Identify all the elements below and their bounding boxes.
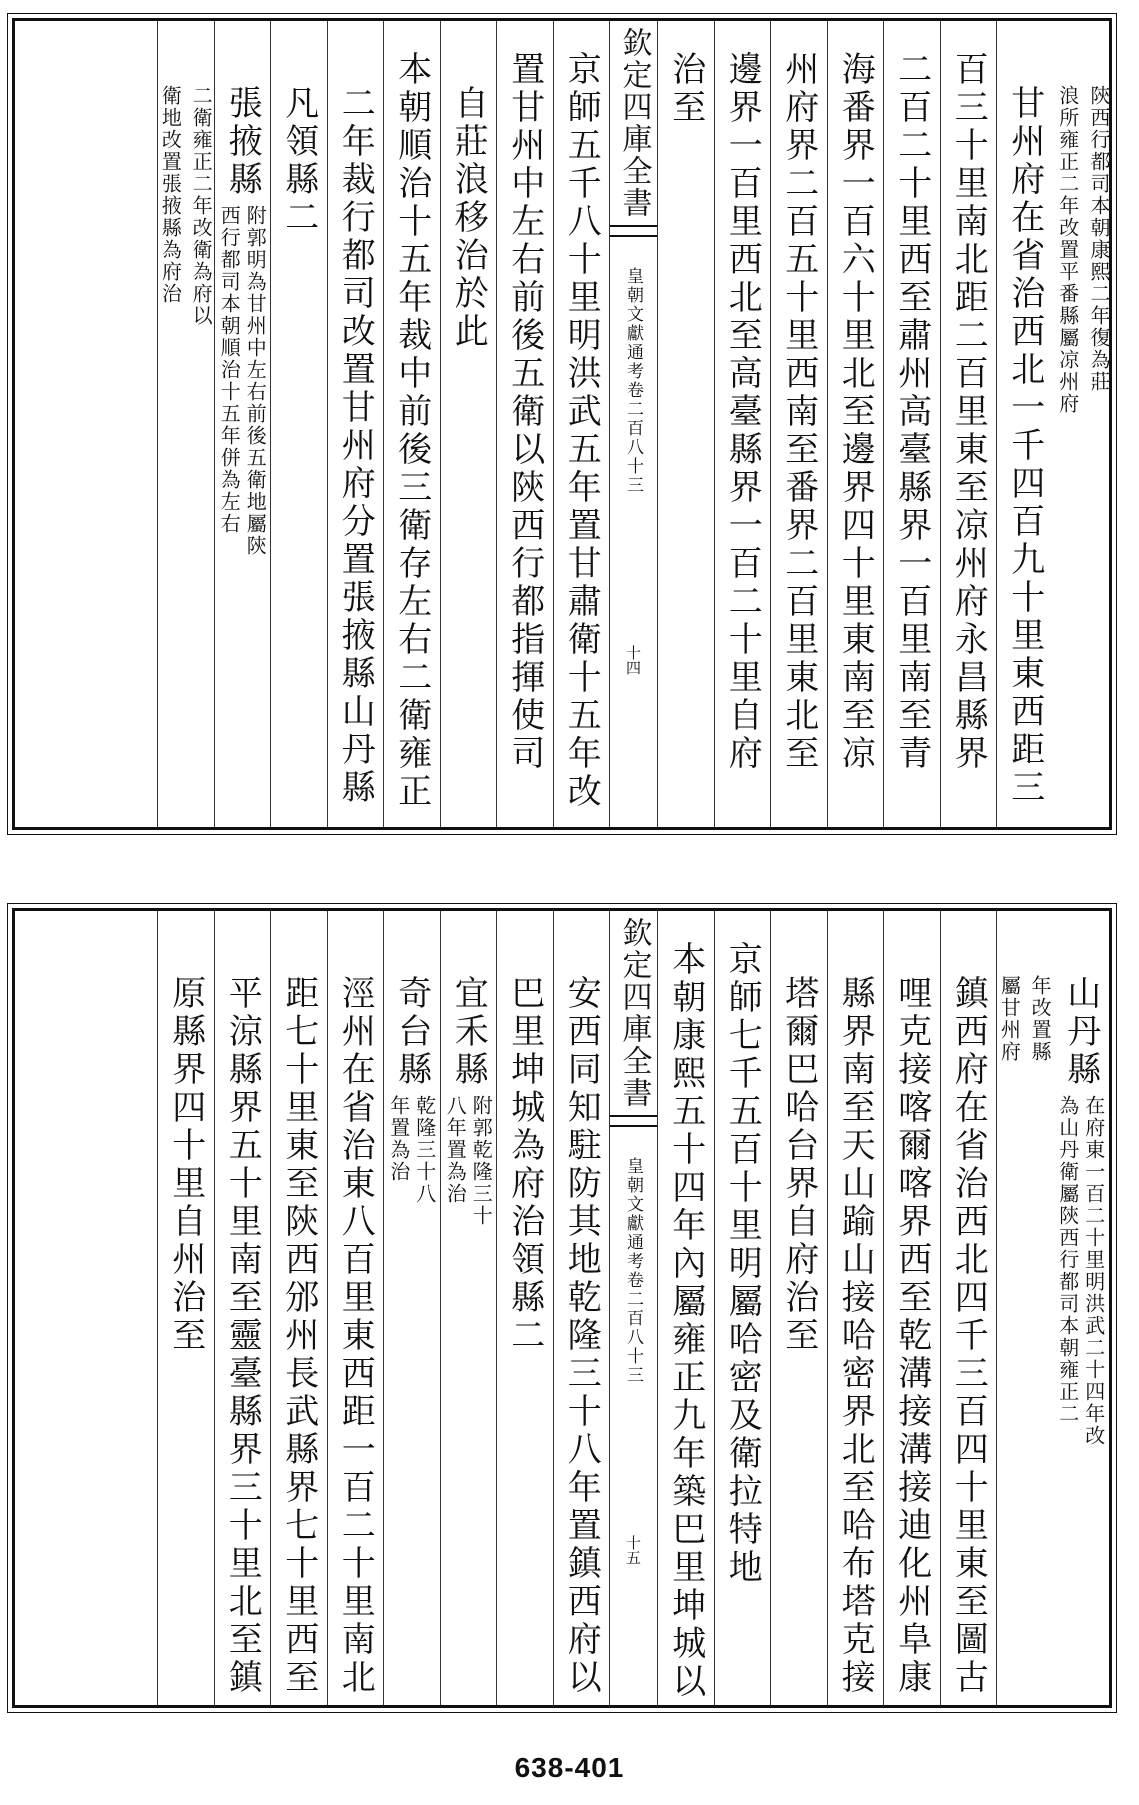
book-title: 欽定四庫全書 bbox=[616, 917, 652, 1109]
text-column bbox=[1053, 21, 1110, 827]
column-text: 百三十里南北距二百里東至凉州府永昌縣界 bbox=[948, 51, 989, 773]
county-name: 宜禾縣 bbox=[448, 975, 489, 1089]
annotation-line: 年改置縣 bbox=[1028, 975, 1053, 1063]
text-column bbox=[327, 21, 384, 827]
column-text: 平涼縣界五十里南至靈臺縣界三十里北至鎮 bbox=[222, 975, 263, 1697]
text-column bbox=[827, 21, 884, 827]
text-column bbox=[883, 21, 940, 827]
leaf-number: 十五 bbox=[624, 1535, 642, 1565]
annotation-line: 乾隆三十八 bbox=[412, 1095, 437, 1205]
text-column bbox=[714, 911, 771, 1705]
text-column bbox=[270, 911, 327, 1705]
text-column bbox=[157, 911, 214, 1705]
column-text: 置甘州中左右前後五衛以陝西行都指揮使司 bbox=[504, 51, 545, 773]
annotation-pair bbox=[1053, 51, 1110, 415]
fishtail-divider bbox=[610, 1115, 657, 1127]
lower-page-columns bbox=[15, 911, 1109, 1705]
column-text: 鎮西府在省治西北四千三百四十里東至圖古 bbox=[948, 975, 989, 1697]
column-text: 邊界一百里西北至高臺縣界一百二十里自府 bbox=[722, 51, 763, 773]
column-text: 甘州府在省治西北一千四百九十里東西距三 bbox=[1004, 85, 1045, 807]
column-text: 京師五千八十里明洪武五年置甘肅衛十五年改 bbox=[561, 51, 602, 811]
text-column bbox=[383, 911, 440, 1705]
column-text: 本朝順治十五年裁中前後三衛存左右二衛雍正 bbox=[391, 51, 432, 811]
annotation-line: 本朝康熙二年復為莊 bbox=[1087, 195, 1111, 393]
column-text: 原縣界四十里自州治至 bbox=[165, 975, 206, 1355]
county-name: 山丹縣 bbox=[1060, 975, 1101, 1089]
text-column bbox=[940, 21, 997, 827]
text-column bbox=[496, 21, 553, 827]
annotation-pair bbox=[997, 941, 1053, 1063]
column-text: 二百二十里西至肅州高臺縣界一百里南至青 bbox=[891, 51, 932, 773]
center-fold-strip bbox=[609, 911, 657, 1705]
annotation-line: 西行都司本朝順治十五年併為左右 bbox=[217, 205, 242, 535]
column-text: 巴里坤城為府治領縣二 bbox=[504, 975, 545, 1355]
column-text: 距七十里東至陝西邠州長武縣界七十里西至 bbox=[278, 975, 319, 1697]
volume-info: 皇朝文獻通考卷二百八十三 bbox=[623, 1157, 643, 1385]
column-text: 哩克接喀爾喀界西至乾溝接溝接迪化州阜康 bbox=[891, 975, 932, 1697]
annotation-pair bbox=[1055, 1095, 1106, 1447]
annotation-line: 附郭乾隆三十 bbox=[469, 1095, 494, 1227]
annotation-line: 陝西行都司 bbox=[1087, 85, 1111, 195]
column-text: 自莊浪移治於此 bbox=[448, 85, 489, 351]
lower-page bbox=[12, 908, 1112, 1708]
annotation-line: 在府東一百二十里明洪武二十四年改 bbox=[1081, 1095, 1106, 1447]
text-column bbox=[996, 911, 1053, 1705]
column-text: 京師七千五百十里明屬哈密及衛拉特地 bbox=[722, 941, 763, 1587]
column-text: 治至 bbox=[665, 51, 706, 127]
column-text: 海番界一百六十里北至邊界四十里東南至凉 bbox=[835, 51, 876, 773]
page-footer-number: 638-401 bbox=[514, 1752, 625, 1783]
annotation-line: 附郭明為甘州中左右前後五衛地屬陝 bbox=[243, 205, 268, 557]
column-text: 州府界二百五十里西南至番界二百里東北至 bbox=[778, 51, 819, 773]
fishtail-divider bbox=[610, 225, 657, 237]
text-column bbox=[214, 911, 271, 1705]
annotation-pair bbox=[443, 1095, 494, 1227]
column-text: 本朝康熙五十四年內屬雍正九年築巴里坤城以 bbox=[665, 941, 706, 1701]
county-name: 張掖縣 bbox=[222, 85, 263, 199]
annotation-line: 浪所雍正二年改置平番縣屬凉州府 bbox=[1055, 85, 1080, 415]
text-column bbox=[270, 21, 327, 827]
text-column bbox=[940, 911, 997, 1705]
text-column bbox=[440, 911, 497, 1705]
text-column bbox=[327, 911, 384, 1705]
annotation-line: 屬甘州府 bbox=[997, 975, 1022, 1063]
leaf-number: 十四 bbox=[624, 645, 642, 675]
text-column bbox=[657, 911, 714, 1705]
annotation-line: 二衛雍正二年改衛為府以 bbox=[189, 85, 214, 327]
text-column bbox=[553, 911, 610, 1705]
annotation-line: 衛地改置張掖縣為府治 bbox=[158, 85, 183, 305]
column-text: 二年裁行都司改置甘州府分置張掖縣山丹縣 bbox=[335, 85, 376, 807]
book-title: 欽定四庫全書 bbox=[616, 27, 652, 219]
text-column bbox=[657, 21, 714, 827]
text-column bbox=[157, 21, 214, 827]
annotation-line: 年置為治 bbox=[386, 1095, 411, 1183]
annotation-pair bbox=[158, 51, 214, 327]
volume-info: 皇朝文獻通考卷二百八十三 bbox=[623, 267, 643, 495]
text-column bbox=[996, 21, 1053, 827]
column-text: 縣界南至天山踰山接哈密界北至哈布塔克接 bbox=[835, 975, 876, 1697]
upper-page bbox=[12, 18, 1112, 830]
annotation-line: 為山丹衛屬陝西行都司本朝雍正二 bbox=[1055, 1095, 1080, 1425]
text-column bbox=[770, 21, 827, 827]
column-text: 塔爾巴哈台界自府治至 bbox=[778, 975, 819, 1355]
column-text: 安西同知駐防其地乾隆三十八年置鎮西府以 bbox=[561, 975, 602, 1697]
text-column bbox=[383, 21, 440, 827]
column-text: 涇州在省治東八百里東西距一百二十里南北 bbox=[335, 975, 376, 1697]
center-fold-strip bbox=[609, 21, 657, 827]
text-column bbox=[553, 21, 610, 827]
text-column bbox=[214, 21, 271, 827]
county-name: 奇台縣 bbox=[391, 975, 432, 1089]
annotation-line: 八年置為治 bbox=[443, 1095, 468, 1205]
column-text: 凡領縣二 bbox=[278, 85, 319, 237]
text-column bbox=[770, 911, 827, 1705]
annotation-pair bbox=[386, 1095, 437, 1205]
text-column bbox=[496, 911, 553, 1705]
text-column bbox=[883, 911, 940, 1705]
upper-page-columns bbox=[15, 21, 1109, 827]
text-column bbox=[827, 911, 884, 1705]
text-column bbox=[440, 21, 497, 827]
text-column bbox=[1053, 911, 1110, 1705]
text-column bbox=[714, 21, 771, 827]
annotation-pair bbox=[217, 205, 268, 557]
